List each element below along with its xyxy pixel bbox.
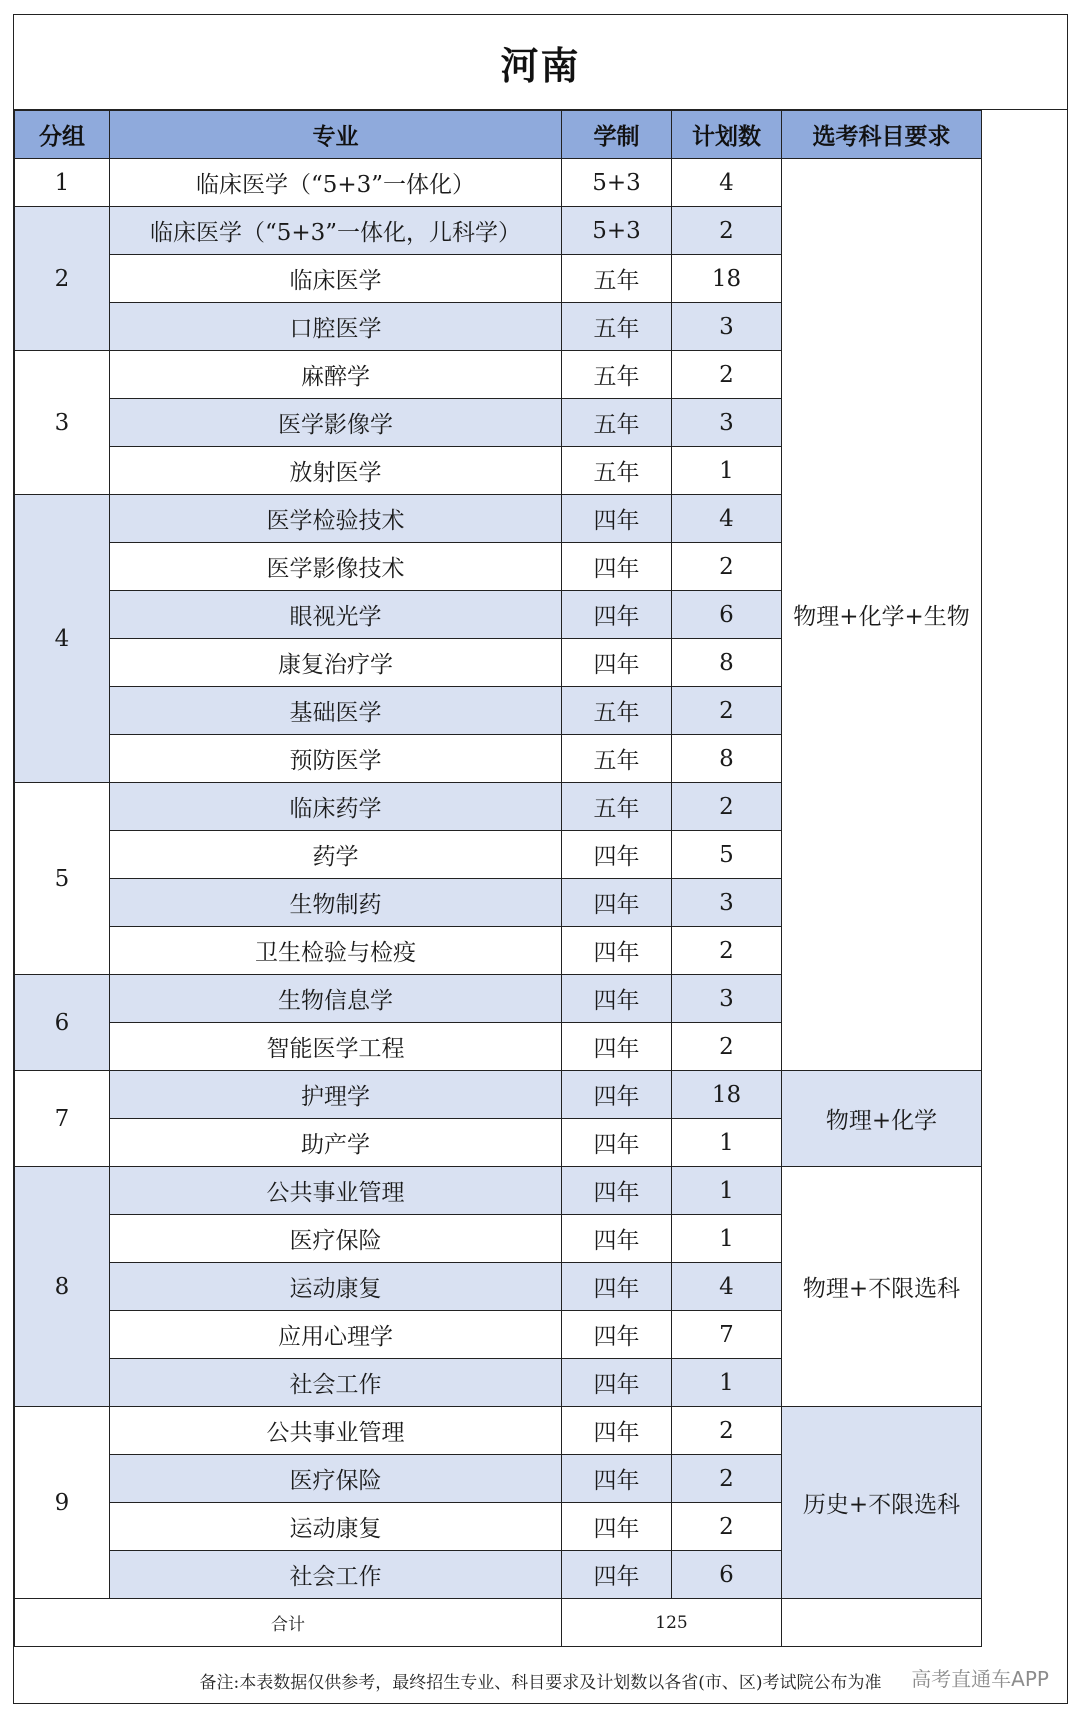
years-cell: 五年 xyxy=(562,783,672,831)
major-cell: 口腔医学 xyxy=(110,303,562,351)
plan-count-cell: 2 xyxy=(672,1023,782,1071)
major-cell: 医疗保险 xyxy=(110,1455,562,1503)
years-cell: 5+3 xyxy=(562,207,672,255)
group-cell: 7 xyxy=(15,1071,110,1167)
plan-count-cell: 1 xyxy=(672,1215,782,1263)
years-cell: 四年 xyxy=(562,831,672,879)
major-cell: 医学影像技术 xyxy=(110,543,562,591)
major-cell: 社会工作 xyxy=(110,1551,562,1599)
years-cell: 四年 xyxy=(562,975,672,1023)
years-cell: 四年 xyxy=(562,1215,672,1263)
major-cell: 医学影像学 xyxy=(110,399,562,447)
major-cell: 智能医学工程 xyxy=(110,1023,562,1071)
total-label: 合计 xyxy=(15,1599,562,1647)
group-cell: 4 xyxy=(15,495,110,783)
plan-count-cell: 2 xyxy=(672,783,782,831)
plan-count-cell: 1 xyxy=(672,1167,782,1215)
years-cell: 五年 xyxy=(562,687,672,735)
years-cell: 五年 xyxy=(562,351,672,399)
plan-count-cell: 18 xyxy=(672,255,782,303)
years-cell: 四年 xyxy=(562,1167,672,1215)
header-plan: 计划数 xyxy=(672,111,782,159)
subject-requirement-cell: 物理+不限选科 xyxy=(782,1167,982,1407)
table-row xyxy=(15,1407,982,1455)
watermark: 高考直通车APP xyxy=(911,1667,1049,1691)
header-group: 分组 xyxy=(15,111,110,159)
plan-table xyxy=(14,110,982,1647)
plan-count-cell: 3 xyxy=(672,975,782,1023)
plan-count-cell: 7 xyxy=(672,1311,782,1359)
major-cell: 运动康复 xyxy=(110,1503,562,1551)
plan-count-cell: 2 xyxy=(672,543,782,591)
major-cell: 康复治疗学 xyxy=(110,639,562,687)
group-cell: 3 xyxy=(15,351,110,495)
years-cell: 五年 xyxy=(562,255,672,303)
total-row xyxy=(15,1599,982,1647)
years-cell: 五年 xyxy=(562,447,672,495)
major-cell: 药学 xyxy=(110,831,562,879)
group-cell: 2 xyxy=(15,207,110,351)
plan-count-cell: 6 xyxy=(672,1551,782,1599)
years-cell: 四年 xyxy=(562,639,672,687)
years-cell: 四年 xyxy=(562,495,672,543)
plan-count-cell: 8 xyxy=(672,639,782,687)
major-cell: 医疗保险 xyxy=(110,1215,562,1263)
years-cell: 四年 xyxy=(562,1359,672,1407)
plan-count-cell: 2 xyxy=(672,1455,782,1503)
major-cell: 生物信息学 xyxy=(110,975,562,1023)
plan-count-cell: 3 xyxy=(672,879,782,927)
years-cell: 四年 xyxy=(562,1023,672,1071)
major-cell: 临床医学（“5+3”一体化） xyxy=(110,159,562,207)
years-cell: 五年 xyxy=(562,735,672,783)
plan-count-cell: 3 xyxy=(672,303,782,351)
plan-count-cell: 2 xyxy=(672,351,782,399)
plan-count-cell: 4 xyxy=(672,495,782,543)
plan-count-cell: 1 xyxy=(672,1119,782,1167)
plan-count-cell: 4 xyxy=(672,159,782,207)
enrollment-plan-sheet xyxy=(13,14,1068,1704)
major-cell: 社会工作 xyxy=(110,1359,562,1407)
plan-count-cell: 2 xyxy=(672,207,782,255)
years-cell: 四年 xyxy=(562,1119,672,1167)
major-cell: 医学检验技术 xyxy=(110,495,562,543)
major-cell: 应用心理学 xyxy=(110,1311,562,1359)
plan-count-cell: 18 xyxy=(672,1071,782,1119)
plan-count-cell: 5 xyxy=(672,831,782,879)
header-years: 学制 xyxy=(562,111,672,159)
years-cell: 四年 xyxy=(562,927,672,975)
table-body xyxy=(15,159,982,1599)
years-cell: 四年 xyxy=(562,543,672,591)
header-major: 专业 xyxy=(110,111,562,159)
plan-count-cell: 1 xyxy=(672,447,782,495)
table-row xyxy=(15,1071,982,1119)
years-cell: 五年 xyxy=(562,303,672,351)
plan-count-cell: 2 xyxy=(672,927,782,975)
years-cell: 四年 xyxy=(562,1551,672,1599)
major-cell: 卫生检验与检疫 xyxy=(110,927,562,975)
years-cell: 5+3 xyxy=(562,159,672,207)
major-cell: 放射医学 xyxy=(110,447,562,495)
plan-count-cell: 2 xyxy=(672,687,782,735)
major-cell: 公共事业管理 xyxy=(110,1167,562,1215)
page-title: 河南 xyxy=(14,15,1067,110)
total-empty-cell xyxy=(782,1599,982,1647)
years-cell: 四年 xyxy=(562,1311,672,1359)
years-cell: 四年 xyxy=(562,879,672,927)
years-cell: 四年 xyxy=(562,1263,672,1311)
header-requirement: 选考科目要求 xyxy=(782,111,982,159)
plan-count-cell: 8 xyxy=(672,735,782,783)
major-cell: 临床药学 xyxy=(110,783,562,831)
plan-count-cell: 6 xyxy=(672,591,782,639)
group-cell: 9 xyxy=(15,1407,110,1599)
plan-count-cell: 4 xyxy=(672,1263,782,1311)
major-cell: 临床医学（“5+3”一体化，儿科学） xyxy=(110,207,562,255)
years-cell: 四年 xyxy=(562,1455,672,1503)
plan-count-cell: 3 xyxy=(672,399,782,447)
major-cell: 基础医学 xyxy=(110,687,562,735)
group-cell: 8 xyxy=(15,1167,110,1407)
major-cell: 临床医学 xyxy=(110,255,562,303)
total-value: 125 xyxy=(562,1599,782,1647)
plan-count-cell: 2 xyxy=(672,1407,782,1455)
major-cell: 护理学 xyxy=(110,1071,562,1119)
group-cell: 6 xyxy=(15,975,110,1071)
plan-count-cell: 2 xyxy=(672,1503,782,1551)
major-cell: 运动康复 xyxy=(110,1263,562,1311)
major-cell: 公共事业管理 xyxy=(110,1407,562,1455)
years-cell: 四年 xyxy=(562,1407,672,1455)
table-row xyxy=(15,1167,982,1215)
major-cell: 麻醉学 xyxy=(110,351,562,399)
group-cell: 5 xyxy=(15,783,110,975)
major-cell: 生物制药 xyxy=(110,879,562,927)
years-cell: 五年 xyxy=(562,399,672,447)
plan-count-cell: 1 xyxy=(672,1359,782,1407)
years-cell: 四年 xyxy=(562,1071,672,1119)
major-cell: 眼视光学 xyxy=(110,591,562,639)
major-cell: 预防医学 xyxy=(110,735,562,783)
major-cell: 助产学 xyxy=(110,1119,562,1167)
subject-requirement-cell: 物理+化学+生物 xyxy=(782,159,982,1071)
subject-requirement-cell: 历史+不限选科 xyxy=(782,1407,982,1599)
table-row xyxy=(15,159,982,207)
years-cell: 四年 xyxy=(562,1503,672,1551)
group-cell: 1 xyxy=(15,159,110,207)
years-cell: 四年 xyxy=(562,591,672,639)
footnote: 备注:本表数据仅供参考，最终招生专业、科目要求及计划数以各省(市、区)考试院公布为准 xyxy=(199,1672,882,1693)
header-row xyxy=(15,111,982,159)
subject-requirement-cell: 物理+化学 xyxy=(782,1071,982,1167)
